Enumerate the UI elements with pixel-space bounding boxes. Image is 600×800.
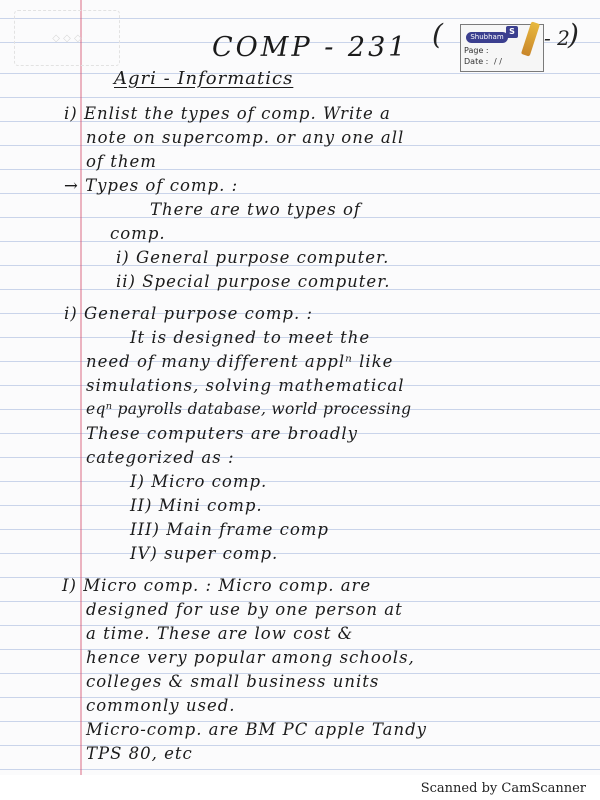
category-item: III) Main frame comp xyxy=(130,520,329,539)
category-item: II) Mini comp. xyxy=(130,496,263,515)
paragraph-line: a time. These are low cost & xyxy=(86,624,354,643)
paragraph-line: need of many different applⁿ like xyxy=(86,352,394,371)
paragraph-line: designed for use by one person at xyxy=(86,600,403,619)
answer-line: comp. xyxy=(110,224,166,243)
question-line: i) Enlist the types of comp. Write a xyxy=(64,104,391,123)
list-item: ii) Special purpose computer. xyxy=(116,272,391,291)
page-subtitle: Agri - Informatics xyxy=(114,68,294,89)
category-item: IV) super comp. xyxy=(130,544,279,563)
question-line: note on supercomp. or any one all xyxy=(86,128,405,147)
page-number: - 2 xyxy=(544,26,570,50)
paragraph-line: simulations, solving mathematical xyxy=(86,376,405,395)
paragraph-line: categorized as : xyxy=(86,448,235,467)
question-line: of them xyxy=(86,152,157,171)
stamp-close-paren: ) xyxy=(568,18,579,51)
paragraph-line: commonly used. xyxy=(86,696,236,715)
list-item: i) General purpose computer. xyxy=(116,248,390,267)
notebook-stamp xyxy=(428,16,580,72)
answer-heading: → Types of comp. : xyxy=(64,176,239,195)
paragraph-line: It is designed to meet the xyxy=(130,328,371,347)
answer-line: There are two types of xyxy=(150,200,361,219)
paragraph-line: hence very popular among schools, xyxy=(86,648,415,667)
page-label: Page : xyxy=(464,46,489,55)
paragraph-line: colleges & small business units xyxy=(86,672,380,691)
scan-footer xyxy=(0,775,600,800)
category-item: I) Micro comp. xyxy=(130,472,268,491)
notebook-watermark-logo: ◇ ◇ ◇ xyxy=(14,10,120,66)
paragraph-line: Micro-comp. are BM PC apple Tandy xyxy=(86,720,427,739)
date-label: Date : xyxy=(464,57,489,66)
paragraph-line: TPS 80, etc xyxy=(86,744,193,763)
scanner-watermark: Scanned by CamScanner xyxy=(420,781,586,796)
section-heading: i) General purpose comp. : xyxy=(64,304,314,323)
stamp-open-paren: ( xyxy=(432,18,443,51)
brand-mark-icon: S xyxy=(506,26,518,38)
brand-logo: Shubham xyxy=(466,32,508,43)
paragraph-line: These computers are broadly xyxy=(86,424,358,443)
paragraph-line: eqⁿ payrolls database, world processing xyxy=(86,400,412,418)
section-heading: I) Micro comp. : Micro comp. are xyxy=(62,576,372,595)
page-title: COMP - 231 xyxy=(212,32,409,63)
date-value: / / xyxy=(494,57,502,66)
